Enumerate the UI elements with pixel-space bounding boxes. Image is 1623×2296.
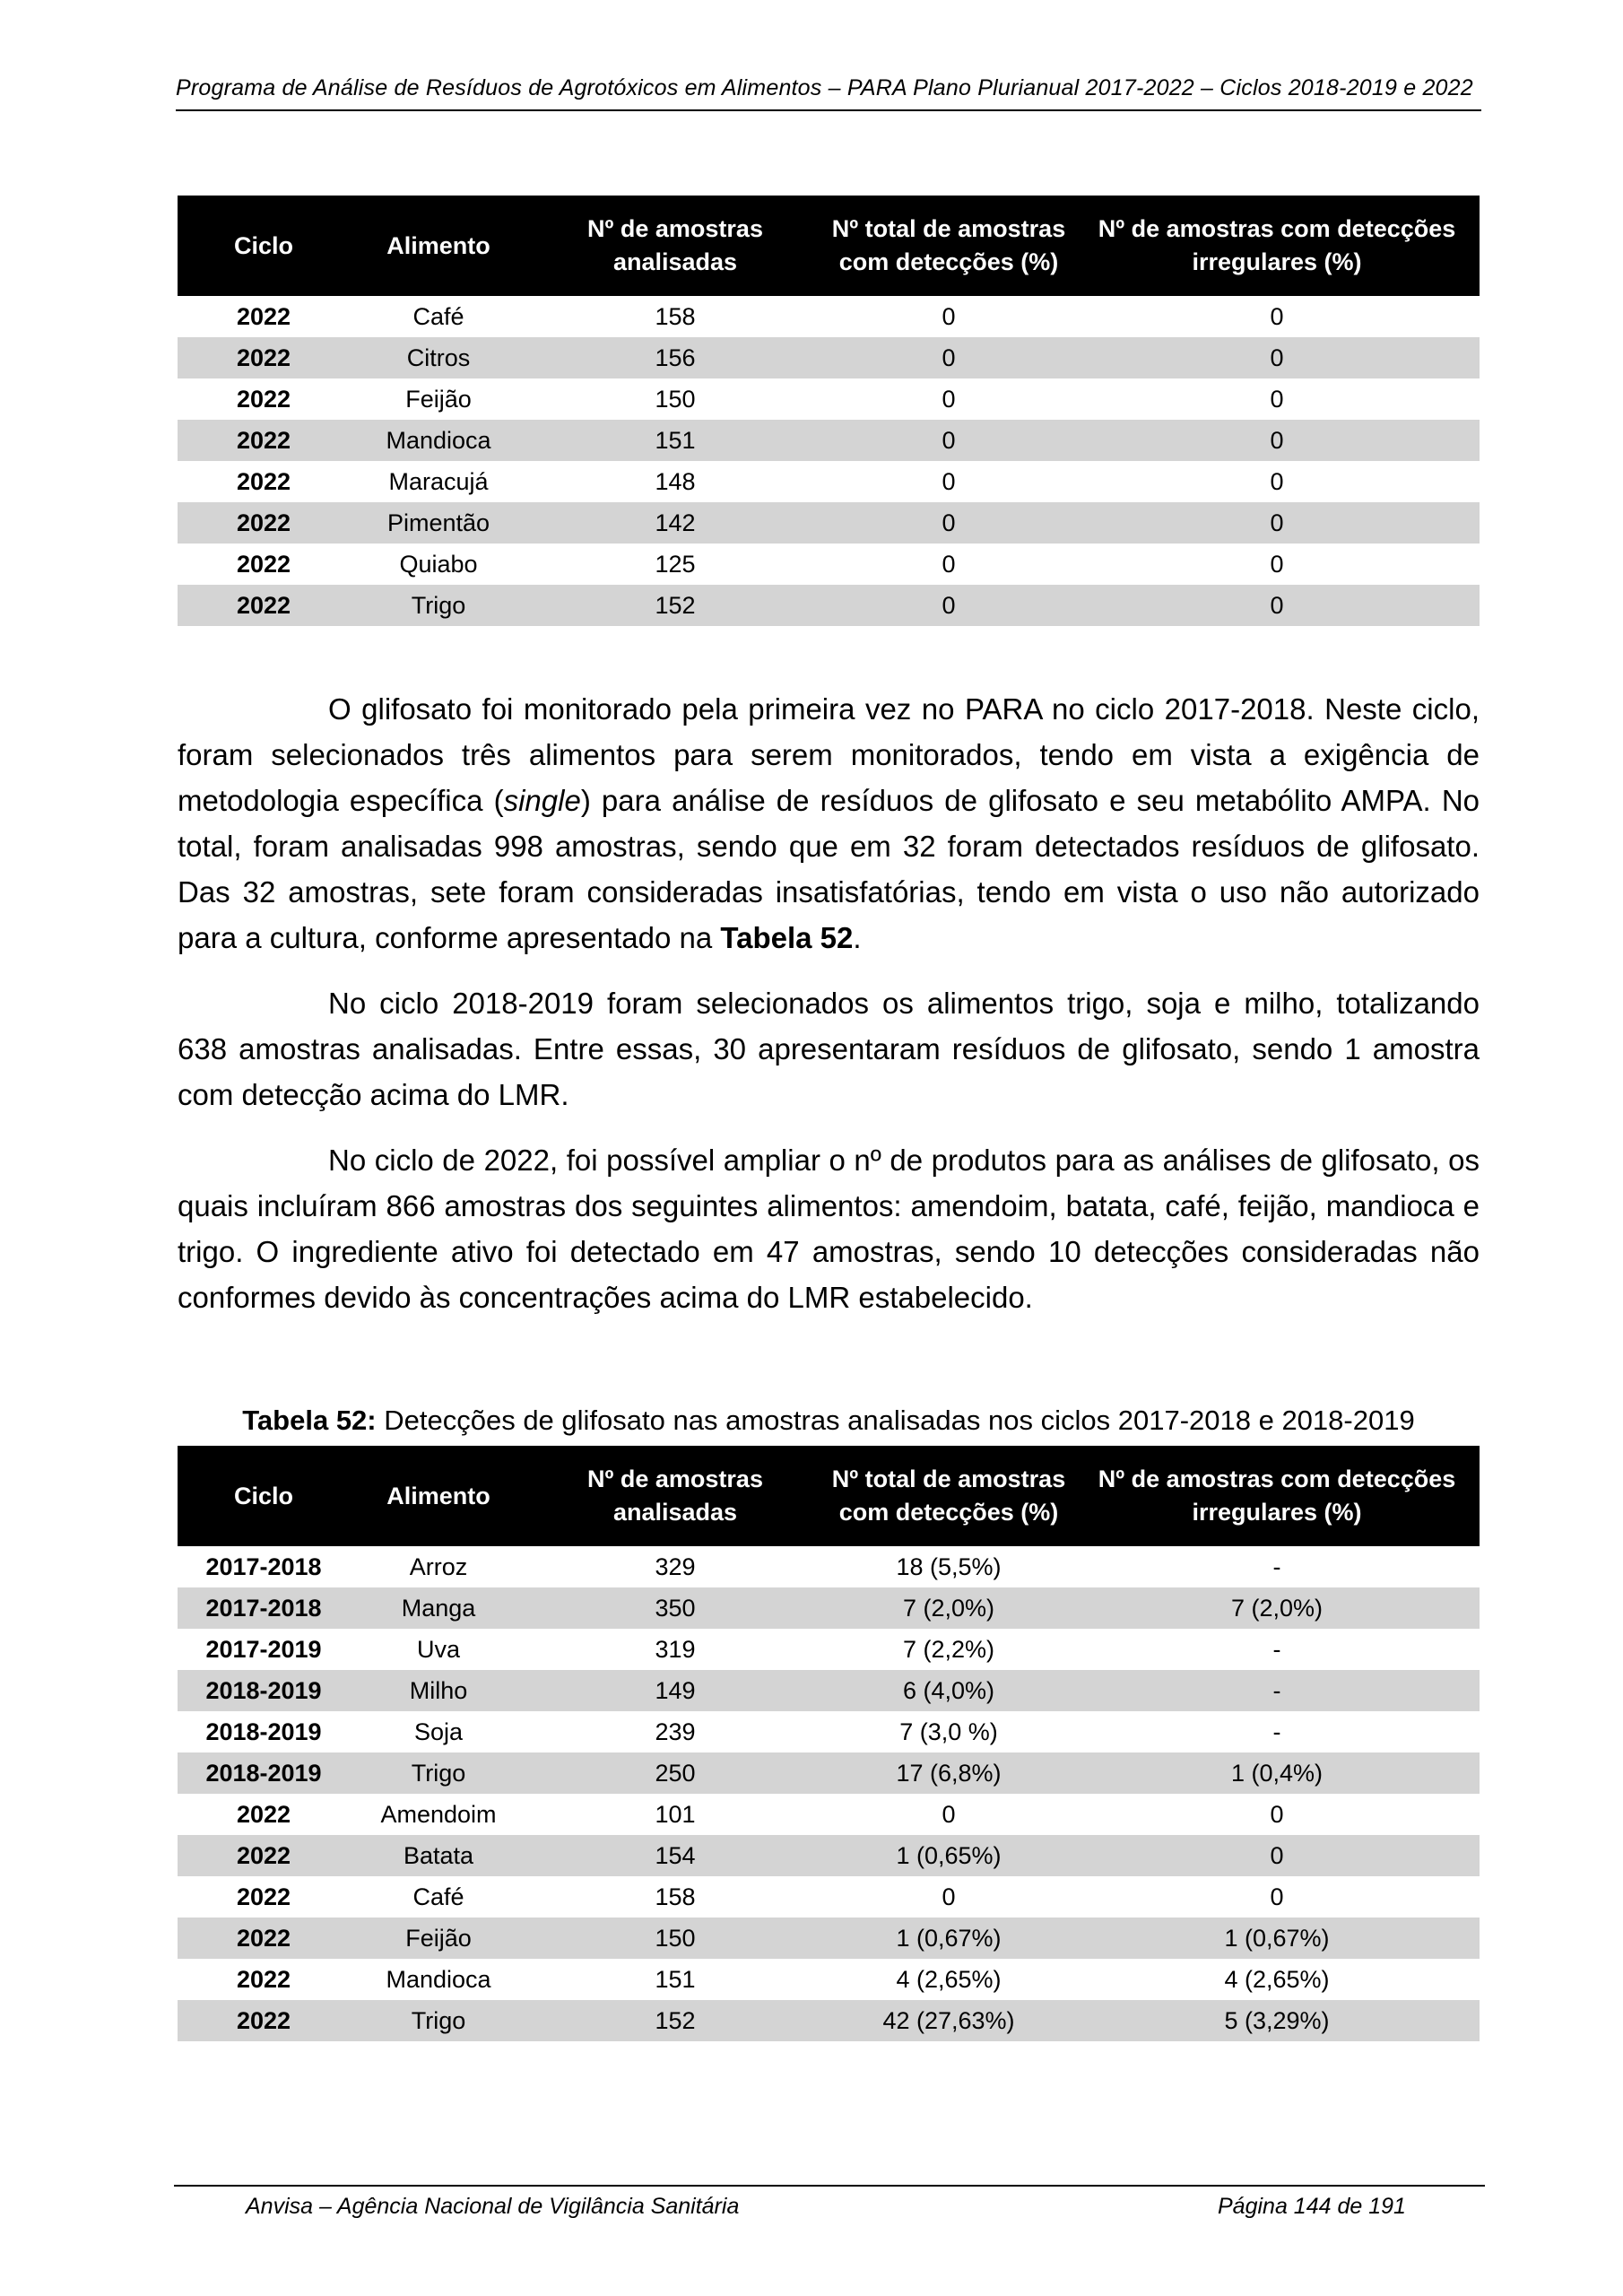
col-header-amostras: Nº de amostras analisadas <box>527 1446 823 1546</box>
table-row <box>178 2000 1480 2041</box>
cell-deteccoes: 7 (3,0 %) <box>899 1718 998 1745</box>
cell-irregulares: - <box>1272 1635 1281 1663</box>
cell-alimento: Feijão <box>350 1918 527 1959</box>
residue-table-top <box>178 196 1480 626</box>
cell-ciclo: 2022 <box>236 550 291 578</box>
cell-irregulares: 0 <box>1074 585 1480 626</box>
cell-irregulares: - <box>1272 1552 1281 1580</box>
cell-irregulares: 1 (0,67%) <box>1074 1918 1480 1959</box>
col-header-irregulares: Nº de amostras com detecções irregulares (%) <box>1074 1446 1480 1546</box>
table-reference: Tabela 52 <box>720 921 854 954</box>
cell-alimento: Feijão <box>405 385 472 413</box>
cell-alimento: Manga <box>350 1587 527 1629</box>
cell-amostras: 101 <box>655 1800 696 1828</box>
cell-deteccoes: 0 <box>942 302 956 330</box>
cell-deteccoes: 1 (0,65%) <box>823 1835 1074 1876</box>
cell-ciclo: 2022 <box>178 502 350 544</box>
cell-ciclo: 2022 <box>178 2000 350 2041</box>
cell-alimento: Pimentão <box>350 502 527 544</box>
table-row <box>178 502 1480 544</box>
cell-deteccoes: 0 <box>942 467 956 495</box>
paragraph-2: No ciclo 2018-2019 foram selecionados os alimentos trigo, soja e milho, totalizando 638 amostras analisadas. Entre essas, 30 apresentaram resíduos de glifosato, sendo 1 amostra com detecção acima do LMR. <box>178 987 1480 1111</box>
cell-alimento: Arroz <box>409 1552 468 1580</box>
cell-amostras: 152 <box>527 585 823 626</box>
cell-irregulares: 0 <box>1270 467 1284 495</box>
cell-amostras: 319 <box>655 1635 696 1663</box>
paragraph-1-text-a: O glifosato foi monitorado pela primeira vez no PARA no ciclo 2017-2018. Neste ciclo, foram selecionados três alimentos para serem monitorados, tendo em vista a exigência de metodologia específica ( <box>178 692 1480 817</box>
table-row <box>178 1670 1480 1711</box>
cell-irregulares: 1 (0,4%) <box>1074 1752 1480 1794</box>
table-header-row <box>178 1446 1480 1546</box>
paragraph-3: No ciclo de 2022, foi possível ampliar o nº de produtos para as análises de glifosato, os quais incluíram 866 amostras dos seguintes alimentos: amendoim, batata, café, feijão, mandioca e trigo. O ingrediente ativo foi detectado em 47 amostras, sendo 10 detecções consideradas não conformes devido às concentrações acima do LMR estabelecido. <box>178 1144 1480 1314</box>
table-body <box>178 296 1480 626</box>
cell-deteccoes: 42 (27,63%) <box>823 2000 1074 2041</box>
footer-agency: Anvisa – Agência Nacional de Vigilância Sanitária <box>246 2194 740 2219</box>
cell-deteccoes: 0 <box>942 550 956 578</box>
cell-alimento: Citros <box>350 337 527 378</box>
cell-alimento: Mandioca <box>386 1965 491 1993</box>
cell-alimento: Soja <box>413 1718 464 1745</box>
cell-irregulares: - <box>1272 1718 1281 1745</box>
page-header: Programa de Análise de Resíduos de Agrotóxicos em Alimentos – PARA Plano Plurianual 2017-2022 – Ciclos 2018-2019 e 2022 <box>176 75 1481 111</box>
cell-irregulares: 5 (3,29%) <box>1074 2000 1480 2041</box>
footer-divider <box>174 2185 1485 2187</box>
table-row <box>178 1711 1480 1752</box>
caption-text: Detecções de glifosato nas amostras analisadas nos ciclos 2017-2018 e 2018-2019 <box>376 1405 1415 1436</box>
cell-ciclo: 2017-2018 <box>178 1587 350 1629</box>
cell-deteccoes: 0 <box>823 337 1074 378</box>
cell-deteccoes: 7 (2,0%) <box>823 1587 1074 1629</box>
cell-deteccoes: 0 <box>942 1800 956 1828</box>
cell-deteccoes: 18 (5,5%) <box>896 1552 1002 1580</box>
table-row <box>178 378 1480 420</box>
cell-irregulares: 7 (2,0%) <box>1074 1587 1480 1629</box>
cell-deteccoes: 0 <box>823 502 1074 544</box>
cell-ciclo: 2022 <box>236 1965 291 1993</box>
cell-amostras: 239 <box>655 1718 696 1745</box>
cell-irregulares: 0 <box>1074 420 1480 461</box>
cell-deteccoes: 0 <box>823 585 1074 626</box>
col-header-ciclo: Ciclo <box>178 196 350 296</box>
table-row <box>178 1835 1480 1876</box>
table-row <box>178 1794 1480 1835</box>
paragraph-1-text-c: . <box>853 921 862 954</box>
cell-alimento: Milho <box>350 1670 527 1711</box>
cell-deteccoes: 17 (6,8%) <box>823 1752 1074 1794</box>
col-header-alimento: Alimento <box>350 1446 527 1546</box>
col-header-deteccoes: Nº total de amostras com detecções (%) <box>823 1446 1074 1546</box>
col-header-alimento: Alimento <box>350 196 527 296</box>
cell-ciclo: 2022 <box>178 337 350 378</box>
footer-page-number: Página 144 de 191 <box>1218 2194 1406 2219</box>
table-row <box>178 1876 1480 1918</box>
cell-alimento: Maracujá <box>388 467 489 495</box>
body-text <box>178 686 1480 1340</box>
cell-ciclo: 2022 <box>236 1883 291 1910</box>
cell-amostras: 156 <box>527 337 823 378</box>
cell-amostras: 151 <box>527 420 823 461</box>
paragraph-1-emphasis: single <box>503 784 581 817</box>
cell-amostras: 150 <box>655 385 696 413</box>
cell-alimento: Trigo <box>350 1752 527 1794</box>
cell-ciclo: 2022 <box>178 585 350 626</box>
table-row <box>178 337 1480 378</box>
cell-alimento: Amendoim <box>380 1800 497 1828</box>
cell-alimento: Batata <box>350 1835 527 1876</box>
cell-deteccoes: 7 (2,2%) <box>902 1635 995 1663</box>
table-header-row <box>178 196 1480 296</box>
cell-ciclo: 2022 <box>236 1800 291 1828</box>
paragraph-1 <box>178 686 1480 961</box>
cell-alimento: Café <box>412 302 464 330</box>
cell-ciclo: 2022 <box>178 1918 350 1959</box>
cell-ciclo: 2022 <box>178 1835 350 1876</box>
cell-ciclo: 2022 <box>236 385 291 413</box>
cell-alimento: Uva <box>416 1635 460 1663</box>
table-52 <box>178 1446 1480 2041</box>
table-caption <box>178 1405 1480 1437</box>
cell-amostras: 329 <box>655 1552 696 1580</box>
cell-irregulares: 0 <box>1270 1800 1284 1828</box>
col-header-amostras: Nº de amostras analisadas <box>527 196 823 296</box>
cell-irregulares: 0 <box>1270 385 1284 413</box>
col-header-deteccoes: Nº total de amostras com detecções (%) <box>823 196 1074 296</box>
table-row <box>178 1587 1480 1629</box>
cell-alimento: Quiabo <box>399 550 478 578</box>
cell-amostras: 150 <box>527 1918 823 1959</box>
cell-amostras: 149 <box>527 1670 823 1711</box>
table-row <box>178 420 1480 461</box>
cell-deteccoes: 0 <box>942 1883 956 1910</box>
cell-amostras: 152 <box>527 2000 823 2041</box>
cell-irregulares: 0 <box>1074 1835 1480 1876</box>
table-row <box>178 296 1480 337</box>
table-row <box>178 1546 1480 1587</box>
cell-deteccoes: 6 (4,0%) <box>823 1670 1074 1711</box>
cell-deteccoes: 4 (2,65%) <box>896 1965 1002 1993</box>
caption-label: Tabela 52: <box>242 1405 377 1436</box>
cell-ciclo: 2018-2019 <box>205 1718 322 1745</box>
cell-amostras: 250 <box>527 1752 823 1794</box>
cell-irregulares: 0 <box>1270 302 1284 330</box>
cell-amostras: 154 <box>527 1835 823 1876</box>
cell-amostras: 142 <box>527 502 823 544</box>
cell-deteccoes: 1 (0,67%) <box>823 1918 1074 1959</box>
cell-ciclo: 2022 <box>178 420 350 461</box>
cell-ciclo: 2017-2019 <box>205 1635 322 1663</box>
cell-alimento: Mandioca <box>350 420 527 461</box>
cell-irregulares: 0 <box>1074 502 1480 544</box>
table-row <box>178 1752 1480 1794</box>
cell-irregulares: - <box>1074 1670 1480 1711</box>
col-header-irregulares: Nº de amostras com detecções irregulares (%) <box>1074 196 1480 296</box>
cell-irregulares: 0 <box>1074 337 1480 378</box>
cell-alimento: Café <box>412 1883 464 1910</box>
cell-irregulares: 0 <box>1270 550 1284 578</box>
table-row <box>178 461 1480 502</box>
cell-alimento: Trigo <box>350 585 527 626</box>
cell-ciclo: 2018-2019 <box>178 1670 350 1711</box>
cell-amostras: 158 <box>655 302 696 330</box>
cell-ciclo: 2022 <box>236 302 291 330</box>
cell-irregulares: 4 (2,65%) <box>1224 1965 1330 1993</box>
table-row <box>178 585 1480 626</box>
cell-amostras: 350 <box>527 1587 823 1629</box>
table-row <box>178 544 1480 585</box>
cell-ciclo: 2018-2019 <box>178 1752 350 1794</box>
cell-amostras: 125 <box>655 550 696 578</box>
cell-deteccoes: 0 <box>823 420 1074 461</box>
col-header-ciclo: Ciclo <box>178 1446 350 1546</box>
cell-amostras: 158 <box>655 1883 696 1910</box>
cell-amostras: 151 <box>655 1965 696 1993</box>
cell-deteccoes: 0 <box>942 385 956 413</box>
cell-amostras: 148 <box>655 467 696 495</box>
table-row <box>178 1918 1480 1959</box>
paragraph-1-text-b: ) para análise de resíduos de glifosato e seu metabólito AMPA. No total, foram analisadas 998 amostras, sendo que em 32 foram detectados resíduos de glifosato. Das 32 amostras, sete foram consideradas insatisfatórias, tendo em vista o uso não autorizado para a cultura, conforme apresentado na <box>178 784 1480 954</box>
cell-ciclo: 2017-2018 <box>205 1552 322 1580</box>
table-row <box>178 1959 1480 2000</box>
cell-irregulares: 0 <box>1270 1883 1284 1910</box>
cell-ciclo: 2022 <box>236 467 291 495</box>
table-row <box>178 1629 1480 1670</box>
cell-alimento: Trigo <box>350 2000 527 2041</box>
table-body <box>178 1546 1480 2041</box>
